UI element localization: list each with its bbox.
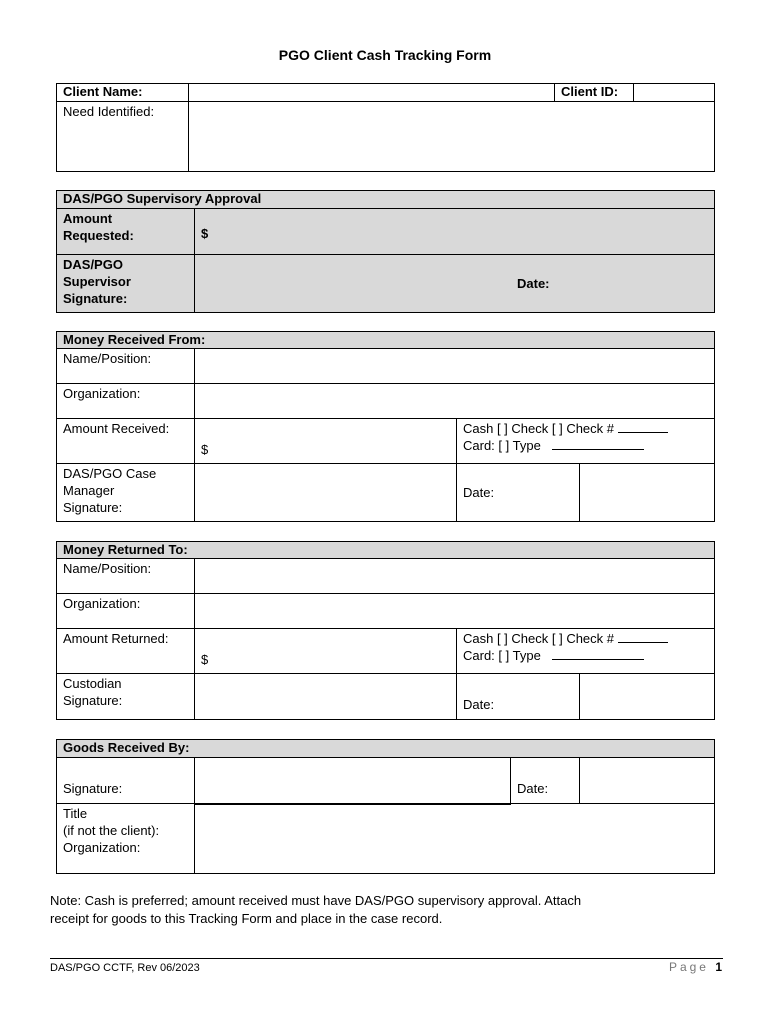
- note-line1: Note: Cash is preferred; amount received must have DAS/PGO supervisory approval. Attach: [50, 893, 582, 908]
- received-org-field[interactable]: [195, 384, 715, 419]
- returned-org-label: Organization:: [57, 594, 195, 629]
- returned-check-number-blank[interactable]: [618, 631, 668, 643]
- amount-received-prefix: $: [201, 442, 209, 457]
- returned-org-field[interactable]: [195, 594, 715, 629]
- money-received-header: Money Received From:: [57, 332, 715, 349]
- received-name-label: Name/Position:: [57, 349, 195, 384]
- amount-returned-label: Amount Returned:: [57, 629, 195, 674]
- amount-requested-prefix: $: [201, 226, 209, 241]
- goods-received-header: Goods Received By:: [57, 740, 715, 758]
- case-manager-date-label: Date:: [457, 464, 580, 522]
- amount-returned-prefix: $: [201, 652, 209, 667]
- goods-title-label: [57, 804, 195, 874]
- client-id-field[interactable]: [634, 84, 715, 102]
- custodian-sig-line2: Signature:: [63, 693, 123, 708]
- goods-received-table: [56, 739, 715, 874]
- client-id-label: Client ID:: [555, 84, 634, 102]
- case-manager-sig-line1: DAS/PGO Case: [63, 466, 157, 481]
- goods-title-field[interactable]: [195, 804, 715, 874]
- custodian-date-field[interactable]: [580, 674, 715, 720]
- custodian-signature-field[interactable]: [195, 674, 457, 720]
- goods-signature-field[interactable]: [195, 758, 511, 804]
- received-payment-line2: Card: [ ] Type: [463, 438, 541, 453]
- custodian-sig-line1: Custodian: [63, 676, 122, 691]
- supervisor-signature-label: [57, 255, 195, 313]
- amount-requested-field[interactable]: [195, 209, 715, 255]
- case-manager-sig-line3: Signature:: [63, 500, 123, 515]
- footer-page-number: 1: [715, 960, 722, 974]
- received-card-type-blank[interactable]: [552, 438, 644, 450]
- footer-divider: [50, 958, 723, 959]
- received-payment-method[interactable]: [457, 419, 715, 464]
- supervisor-signature-label-line2: Supervisor: [63, 274, 131, 289]
- received-org-label: Organization:: [57, 384, 195, 419]
- form-title: PGO Client Cash Tracking Form: [278, 47, 492, 63]
- footer-revision: DAS/PGO CCTF, Rev 06/2023: [50, 962, 200, 974]
- footer-page-word: Page: [668, 960, 709, 974]
- case-manager-signature-label: [57, 464, 195, 522]
- money-received-table: [56, 331, 715, 522]
- case-manager-signature-field[interactable]: [195, 464, 457, 522]
- custodian-date-label: Date:: [457, 674, 580, 720]
- custodian-signature-label: [57, 674, 195, 720]
- amount-received-field[interactable]: [195, 419, 457, 464]
- goods-title-line3: Organization:: [63, 840, 141, 855]
- returned-name-label: Name/Position:: [57, 559, 195, 594]
- supervisor-date-label: Date:: [517, 276, 550, 291]
- case-manager-sig-line2: Manager: [63, 483, 115, 498]
- need-identified-field[interactable]: [189, 102, 715, 172]
- amount-received-label: Amount Received:: [57, 419, 195, 464]
- goods-title-line2: (if not the client):: [63, 823, 160, 838]
- money-returned-header: Money Returned To:: [57, 542, 715, 559]
- goods-title-line1: Title: [63, 806, 88, 821]
- case-manager-date-field[interactable]: [580, 464, 715, 522]
- amount-returned-field[interactable]: [195, 629, 457, 674]
- client-table: [56, 83, 715, 172]
- received-name-field[interactable]: [195, 349, 715, 384]
- approval-header: DAS/PGO Supervisory Approval: [57, 191, 715, 209]
- goods-date-field[interactable]: [580, 758, 715, 804]
- note-line2: receipt for goods to this Tracking Form and place in the case record.: [50, 911, 443, 926]
- received-check-number-blank[interactable]: [618, 421, 668, 433]
- note-text: [50, 892, 730, 928]
- received-payment-line1: Cash [ ] Check [ ] Check #: [463, 421, 615, 436]
- approval-table: [56, 190, 715, 313]
- returned-payment-line1: Cash [ ] Check [ ] Check #: [463, 631, 615, 646]
- money-returned-table: [56, 541, 715, 720]
- returned-card-type-blank[interactable]: [552, 648, 644, 660]
- supervisor-signature-field[interactable]: [195, 255, 715, 313]
- supervisor-signature-label-line1: DAS/PGO: [63, 257, 123, 272]
- goods-signature-label: Signature:: [57, 758, 195, 804]
- footer-page-indicator: [600, 960, 722, 974]
- client-name-label: Client Name:: [57, 84, 189, 102]
- returned-payment-method[interactable]: [457, 629, 715, 674]
- client-name-field[interactable]: [189, 84, 555, 102]
- returned-name-field[interactable]: [195, 559, 715, 594]
- supervisor-signature-label-line3: Signature:: [63, 291, 128, 306]
- amount-requested-label: [57, 209, 195, 255]
- amount-requested-label-line1: Amount: [63, 211, 113, 226]
- returned-payment-line2: Card: [ ] Type: [463, 648, 541, 663]
- amount-requested-label-line2: Requested:: [63, 228, 134, 243]
- goods-date-label: Date:: [511, 758, 580, 804]
- need-identified-label: Need Identified:: [57, 102, 189, 172]
